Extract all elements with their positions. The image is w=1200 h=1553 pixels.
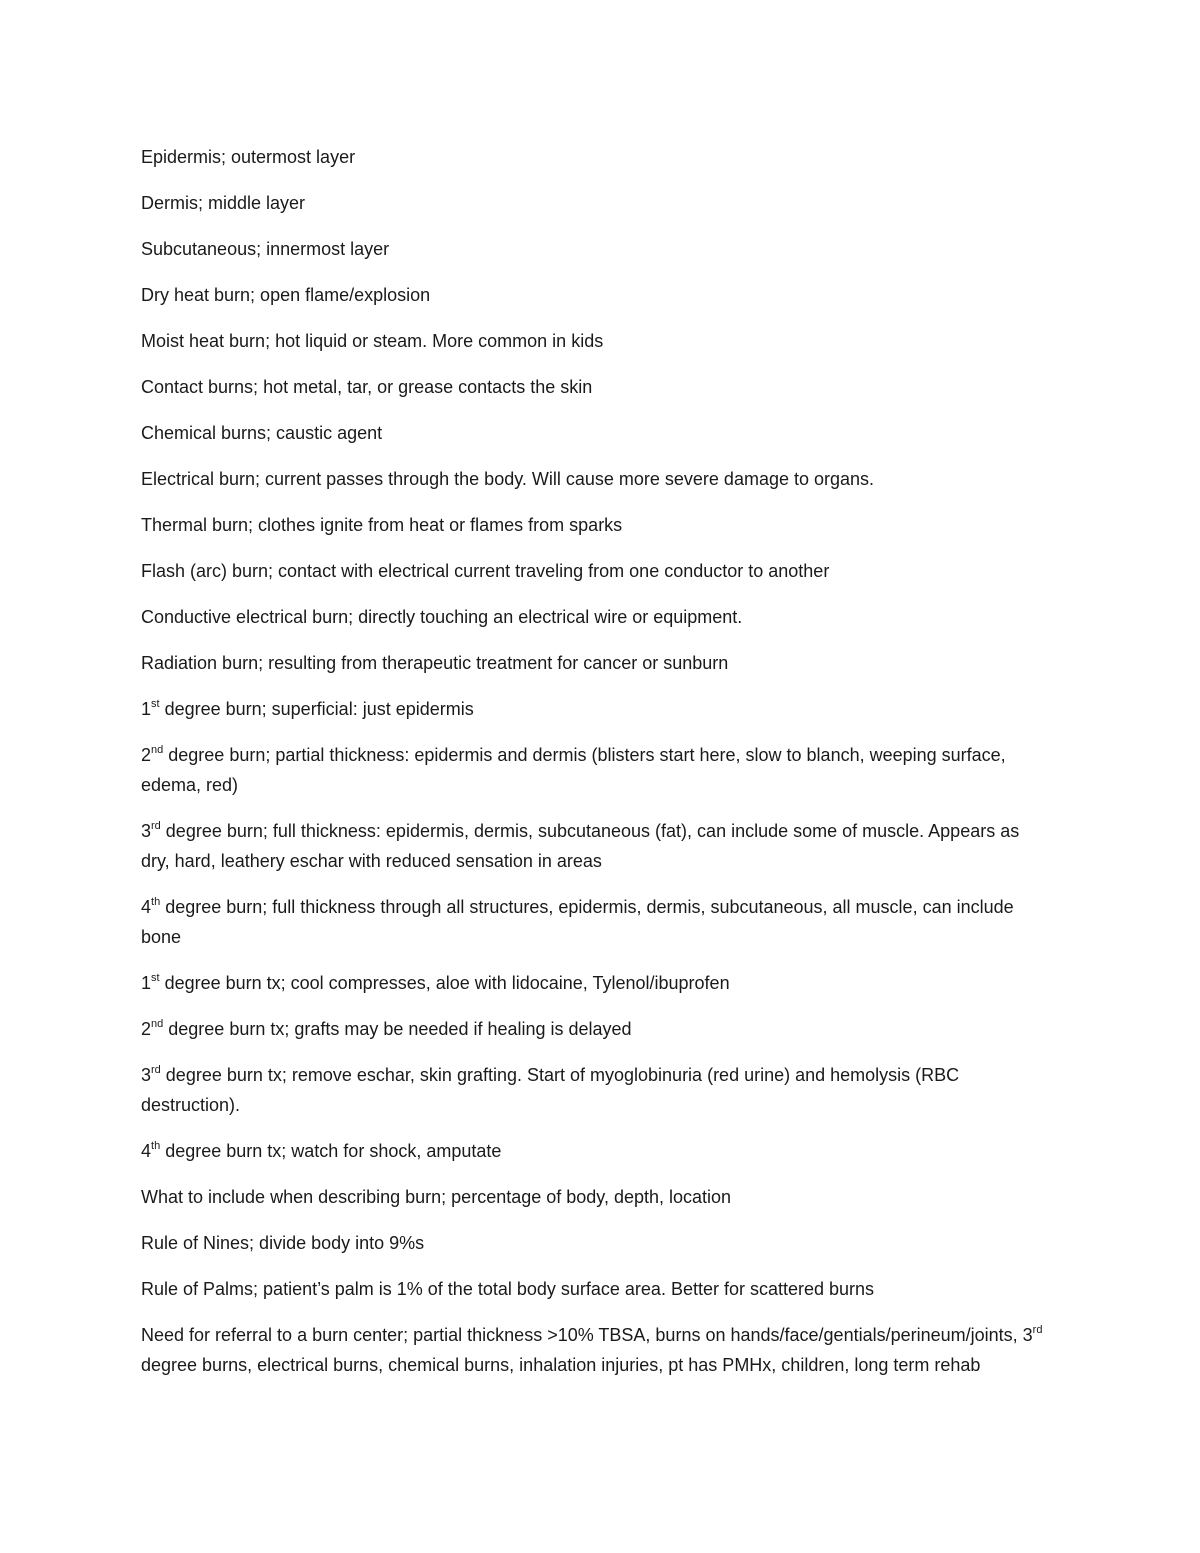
note-paragraph [141, 464, 1051, 494]
note-paragraph [141, 510, 1051, 540]
note-paragraph [141, 740, 1051, 800]
note-paragraph [141, 968, 1051, 998]
paragraph-text: degree burn tx; grafts may be needed if healing is delayed [163, 1019, 632, 1039]
paragraph-text: Chemical burns; caustic agent [141, 423, 383, 443]
note-paragraph [141, 1136, 1051, 1166]
paragraph-text: Rule of Nines; divide body into 9%s [141, 1233, 425, 1253]
paragraph-text: Contact burns; hot metal, tar, or grease contacts the skin [141, 377, 593, 397]
note-paragraph [141, 1228, 1051, 1258]
paragraph-text: 1 [141, 973, 152, 993]
note-paragraph [141, 188, 1051, 218]
note-paragraph [141, 142, 1051, 172]
paragraph-text: degree burn tx; watch for shock, amputate [160, 1141, 502, 1161]
note-paragraph [141, 602, 1051, 632]
note-paragraph [141, 280, 1051, 310]
paragraph-text: Radiation burn; resulting from therapeutic treatment for cancer or sunburn [141, 653, 729, 673]
note-paragraph [141, 1182, 1051, 1212]
note-paragraph [141, 1320, 1051, 1380]
paragraph-text: 3 [141, 1065, 152, 1085]
paragraph-text: degree burn tx; remove eschar, skin grafting. Start of myoglobinuria (red urine) and hemolysis (RBC destruction). [141, 1065, 960, 1115]
paragraph-text: degree burn tx; cool compresses, aloe with lidocaine, Tylenol/ibuprofen [159, 973, 730, 993]
paragraph-text: Flash (arc) burn; contact with electrical current traveling from one conductor to another [141, 561, 830, 581]
ordinal-suffix: nd [151, 1018, 164, 1030]
ordinal-suffix: st [151, 972, 160, 984]
paragraph-text: degree burns, electrical burns, chemical burns, inhalation injuries, pt has PMHx, children, long term rehab [141, 1355, 981, 1375]
paragraph-text: 2 [141, 1019, 152, 1039]
note-paragraph [141, 694, 1051, 724]
paragraph-text: Subcutaneous; innermost layer [141, 239, 390, 259]
note-paragraph [141, 1274, 1051, 1304]
paragraph-text: 1 [141, 699, 152, 719]
paragraph-text: Conductive electrical burn; directly touching an electrical wire or equipment. [141, 607, 743, 627]
ordinal-suffix: st [151, 698, 160, 710]
note-paragraph [141, 326, 1051, 356]
note-paragraph [141, 892, 1051, 952]
paragraph-text: What to include when describing burn; percentage of body, depth, location [141, 1187, 732, 1207]
note-paragraph [141, 234, 1051, 264]
paragraph-text: Dermis; middle layer [141, 193, 306, 213]
ordinal-suffix: rd [151, 820, 161, 832]
paragraph-text: 4 [141, 1141, 152, 1161]
note-paragraph [141, 648, 1051, 678]
paragraph-text: Rule of Palms; patient’s palm is 1% of the total body surface area. Better for scattered burns [141, 1279, 875, 1299]
ordinal-suffix: rd [1032, 1324, 1043, 1336]
paragraph-text: 3 [141, 821, 152, 841]
paragraph-text: Dry heat burn; open flame/explosion [141, 285, 431, 305]
paragraph-text: Moist heat burn; hot liquid or steam. More common in kids [141, 331, 604, 351]
ordinal-suffix: th [151, 1140, 161, 1152]
paragraph-text: 4 [141, 897, 152, 917]
paragraph-text: degree burn; partial thickness: epidermis and dermis (blisters start here, slow to blanch, weeping surface, edema, red) [141, 745, 1006, 795]
document-body [141, 142, 1051, 1396]
note-paragraph [141, 372, 1051, 402]
paragraph-text: Electrical burn; current passes through the body. Will cause more severe damage to organs. [141, 469, 875, 489]
paragraph-text: Need for referral to a burn center; partial thickness >10% TBSA, burns on hands/face/gentials/perineum/joints, 3 [141, 1325, 1033, 1345]
paragraph-text: 2 [141, 745, 152, 765]
note-paragraph [141, 1060, 1051, 1120]
ordinal-suffix: th [151, 896, 161, 908]
note-paragraph [141, 556, 1051, 586]
ordinal-suffix: rd [151, 1064, 161, 1076]
paragraph-text: Thermal burn; clothes ignite from heat or flames from sparks [141, 515, 623, 535]
paragraph-text: degree burn; full thickness through all structures, epidermis, dermis, subcutaneous, all muscle, can include bone [141, 897, 1014, 947]
ordinal-suffix: nd [151, 744, 164, 756]
paragraph-text: Epidermis; outermost layer [141, 147, 356, 167]
note-paragraph [141, 418, 1051, 448]
note-paragraph [141, 816, 1051, 876]
paragraph-text: degree burn; superficial: just epidermis [159, 699, 474, 719]
paragraph-text: degree burn; full thickness: epidermis, dermis, subcutaneous (fat), can include some of muscle. Appears as dry, hard, leathery eschar with reduced sensation in areas [141, 821, 1020, 871]
note-paragraph [141, 1014, 1051, 1044]
